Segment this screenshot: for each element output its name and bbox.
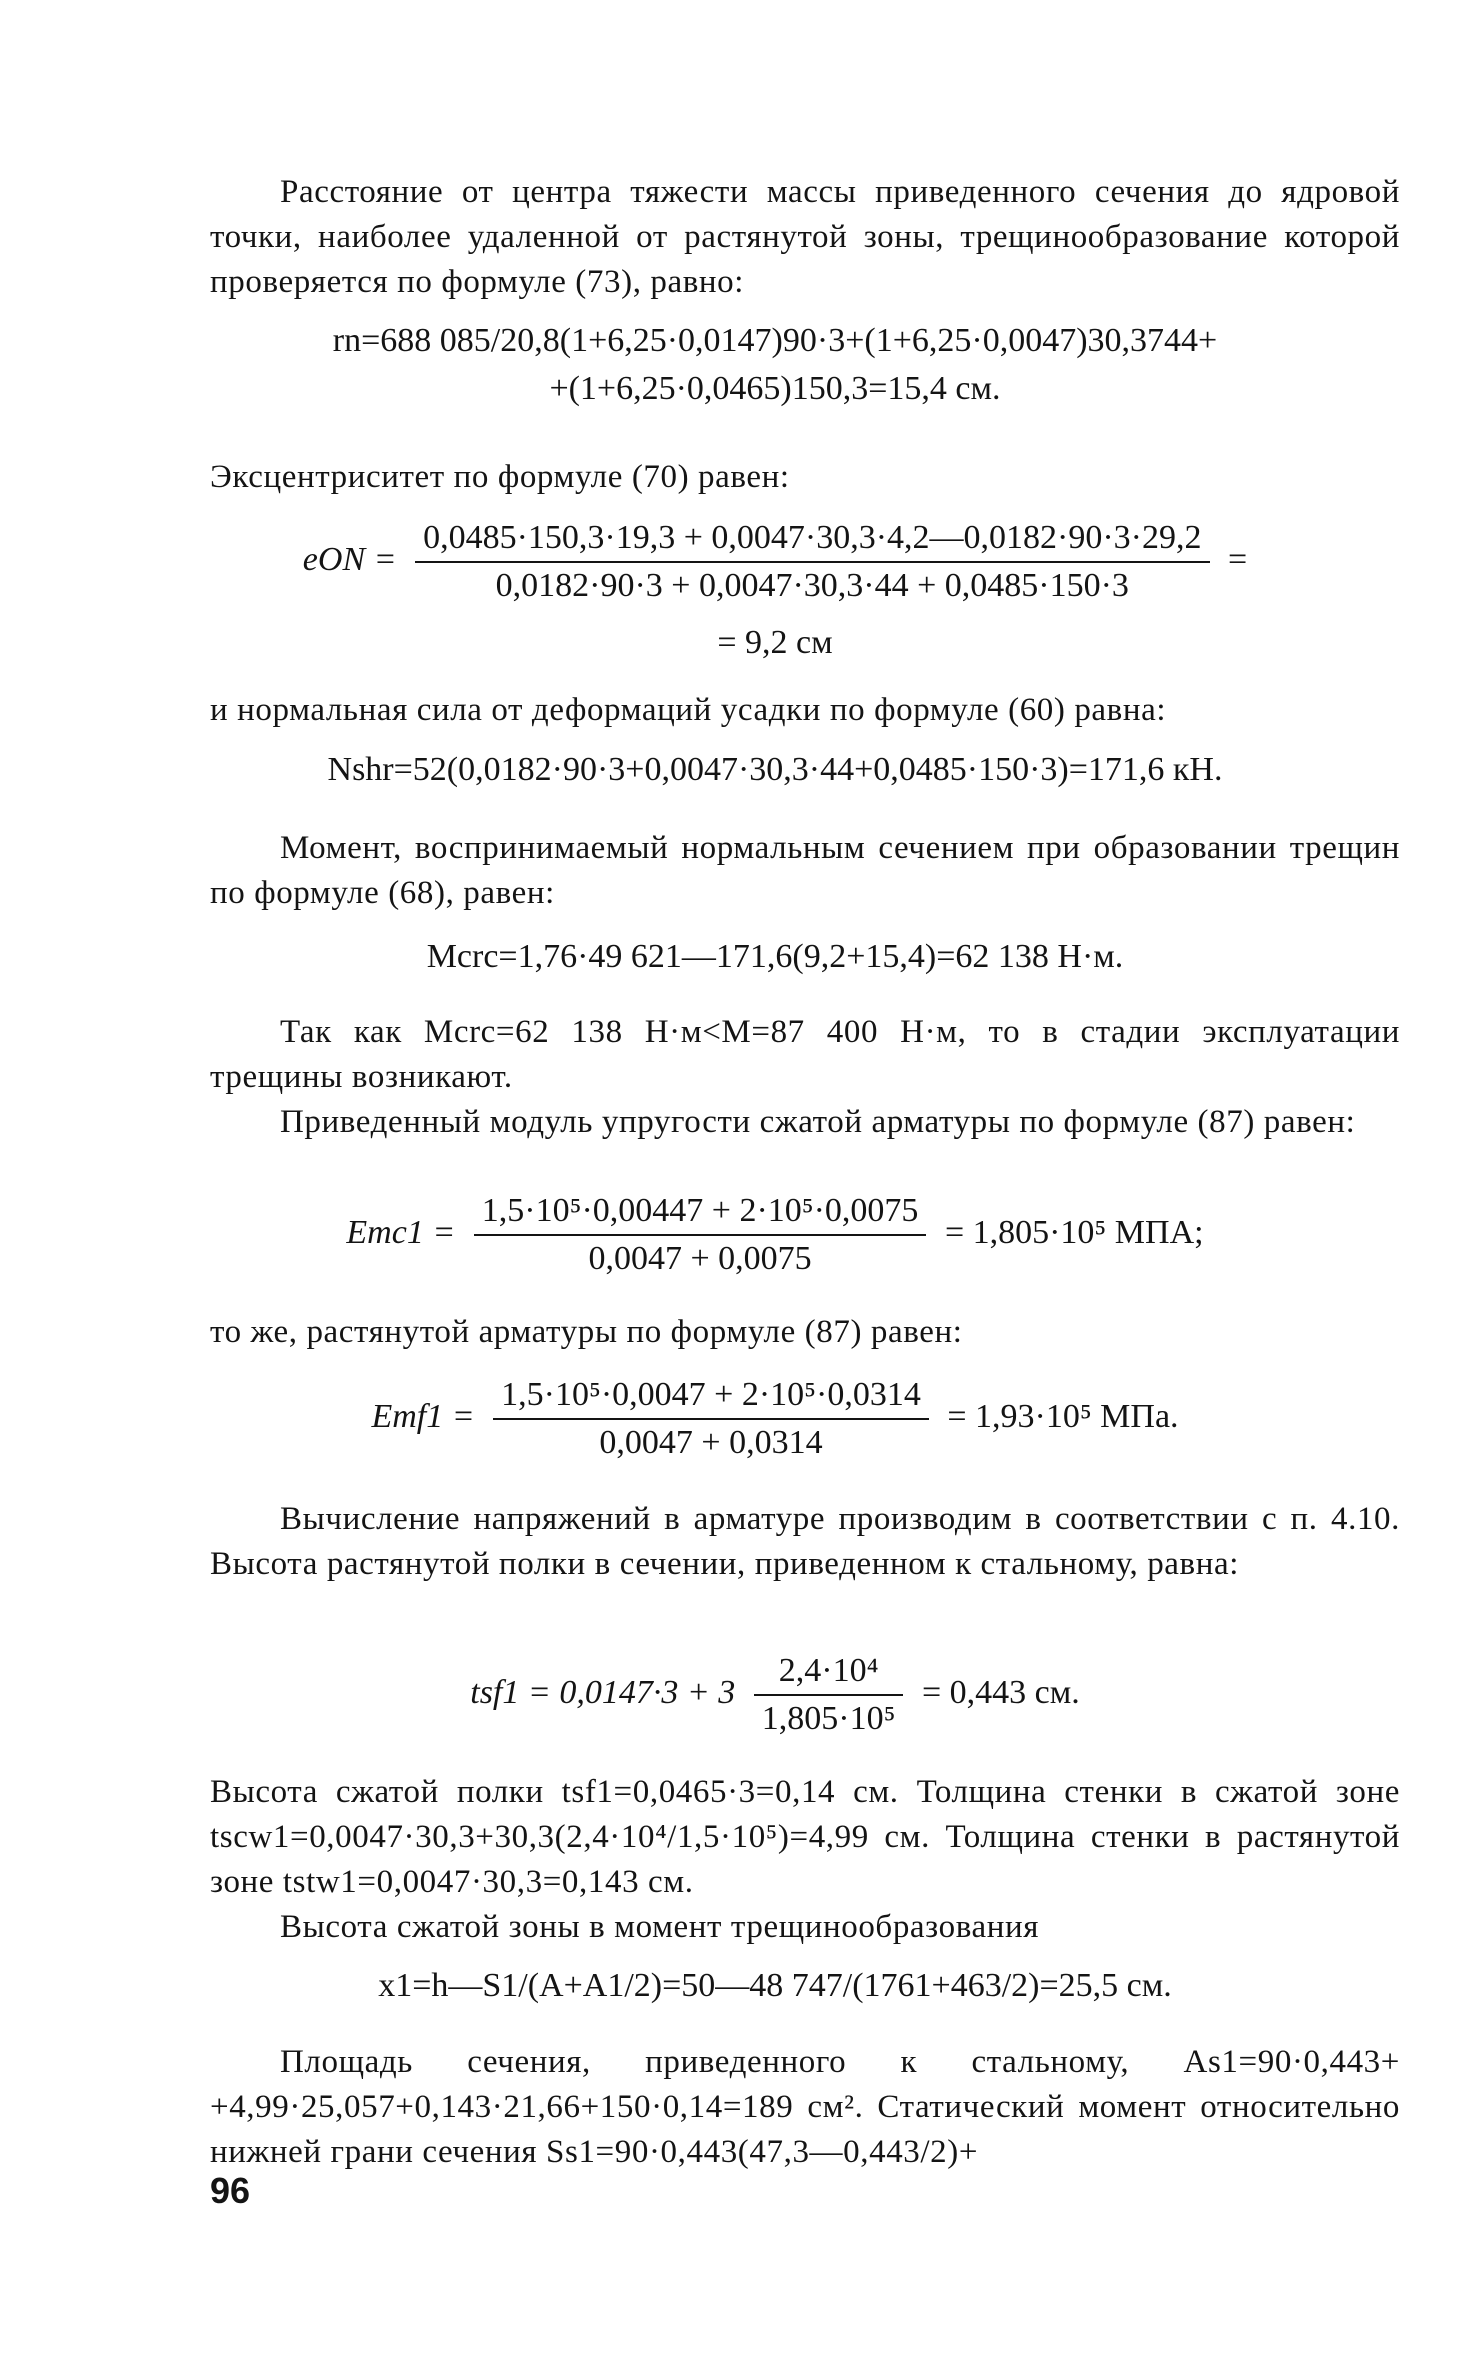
paragraph-eccentricity: Эксцентриситет по формуле (70) равен: <box>210 459 790 495</box>
equation-nshr: Nshr=52(0,0182·90·3+0,0047·30,3·44+0,0485·150·3)=171,6 кН. <box>327 751 1223 788</box>
equation-eon-fraction <box>415 515 1209 609</box>
paragraph-compressed-zone: Высота сжатой зоны в момент трещинообразования <box>280 1909 1039 1945</box>
equation-emf-denominator: 0,0047 + 0,0314 <box>493 1418 929 1466</box>
paragraph-tensile-modulus: то же, растянутой арматуры по формуле (87) равен: <box>210 1314 963 1350</box>
equation-emf <box>150 1372 1400 1466</box>
equation-emc-numerator: 1,5·10⁵·0,00447 + 2·10⁵·0,0075 <box>481 1192 919 1229</box>
paragraph-crack-moment: Момент, воспринимаемый нормальным сечением при образовании трещин по формуле (68), равен: <box>210 830 1400 911</box>
paragraph-stress-calculation: Вычисление напряжений в арматуре производим в соответствии с п. 4.10. Высота растянутой полки в сечении, приведенном к стальному, равна: <box>210 1501 1400 1582</box>
paragraph-compressed-modulus: Приведенный модуль упругости сжатой арматуры по формуле (87) равен: <box>280 1104 1356 1140</box>
equation-tsf-numerator: 2,4·10⁴ <box>778 1652 879 1689</box>
equation-emc-denominator: 0,0047 + 0,0075 <box>474 1234 927 1282</box>
paragraph-shrinkage-force: и нормальная сила от деформаций усадки по формуле (60) равна: <box>210 692 1167 728</box>
equation-emc-lhs: Emc1 = <box>346 1213 456 1251</box>
equation-tsf-fraction <box>754 1648 904 1742</box>
equation-eon-numerator: 0,0485·150,3·19,3 + 0,0047·30,3·4,2—0,0182·90·3·29,2 <box>423 519 1202 556</box>
equation-emf-fraction <box>493 1372 929 1466</box>
equation-emc-result: = 1,805·10⁵ МПА; <box>944 1213 1204 1251</box>
page-number: 96 <box>210 2170 251 2211</box>
equation-eon-result: = 9,2 см <box>717 624 833 661</box>
equation-emc-fraction <box>474 1188 927 1282</box>
equation-mcrc: Mcrc=1,76·49 621—171,6(9,2+15,4)=62 138 Н·м. <box>426 938 1124 975</box>
equation-rn-line-2: +(1+6,25·0,0465)150,3=15,4 см. <box>549 370 1001 407</box>
equation-emf-result: = 1,93·10⁵ МПа. <box>947 1397 1179 1435</box>
equation-tsf-denominator: 1,805·10⁵ <box>754 1694 904 1742</box>
paragraph-flange-web: Высота сжатой полки tsf1=0,0465·3=0,14 см. Толщина стенки в сжатой зоне tscw1=0,0047·30,3+30,3(2,4·10⁴/1,5·10⁵)=4,99 см. Толщина стенки в растянутой зоне tstw1=0,0047·30,3=0,143 см. <box>210 1774 1400 1900</box>
equation-eon-lhs: eON = <box>302 540 397 578</box>
equation-emc <box>150 1188 1400 1282</box>
paragraph-core-distance: Расстояние от центра тяжести массы приведенного сечения до ядровой точки, наиболее удаленной от растянутой зоны, трещинообразование которой проверяется по формуле (73), равно: <box>210 174 1400 300</box>
paragraph-section-area: Площадь сечения, приведенного к стальному, As1=90·0,443+ +4,99·25,057+0,143·21,66+150·0,14=189 см². Статический момент относительно нижней грани сечения Ss1=90·0,443(47,3—0,443/2)+ <box>210 2044 1400 2170</box>
equation-eon <box>150 515 1400 609</box>
equation-tsf <box>150 1648 1400 1742</box>
equation-rn-line-1: rn=688 085/20,8(1+6,25·0,0147)90·3+(1+6,25·0,0047)30,3744+ <box>332 322 1218 359</box>
equation-tsf-result: = 0,443 см. <box>921 1673 1080 1711</box>
equation-emf-numerator: 1,5·10⁵·0,0047 + 2·10⁵·0,0314 <box>501 1376 921 1413</box>
equation-x1: x1=h—S1/(A+A1/2)=50—48 747/(1761+463/2)=25,5 см. <box>378 1967 1172 2004</box>
equation-tsf-lhs: tsf1 = 0,0147·3 + 3 <box>470 1673 736 1711</box>
equation-emf-lhs: Emf1 = <box>371 1397 475 1435</box>
equation-eon-equals: = <box>1228 540 1248 578</box>
paragraph-crack-condition: Так как Mcrc=62 138 Н·м<M=87 400 Н·м, то в стадии эксплуатации трещины возникают. <box>210 1014 1400 1095</box>
equation-eon-denominator: 0,0182·90·3 + 0,0047·30,3·44 + 0,0485·150·3 <box>415 561 1209 609</box>
